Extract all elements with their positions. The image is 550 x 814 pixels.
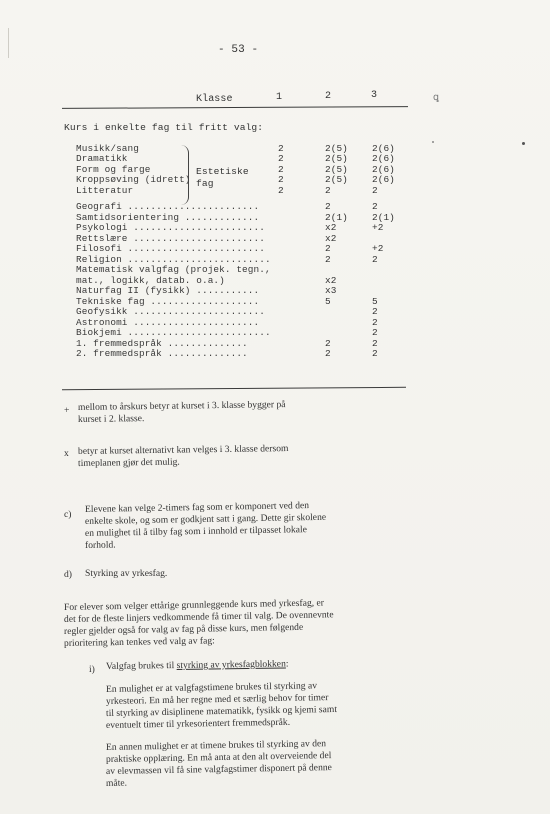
subsection-i-p1-line3: til styrking av disiplinene matematikk, fysikk og kjemi samt <box>105 703 338 719</box>
subsection-i-heading-underlined: styrking av yrkesfagblokken <box>176 658 286 672</box>
subsection-i-p1-line4: eventuelt timer til yrkesorientert fremmedspråk. <box>105 716 291 731</box>
scan-speck <box>432 141 434 143</box>
aesthetic-label-2: fag <box>196 178 214 189</box>
table-row-subject: Rettslære ....................... <box>76 232 265 244</box>
table-row-subject: Matematisk valgfag (projek. tegn., <box>76 264 271 276</box>
section-d-text: Styrking av yrkesfag. <box>85 568 168 579</box>
table-row-class3: 2(6) <box>372 163 395 175</box>
table-row-class2: x2 <box>325 232 337 244</box>
scan-edge-mark <box>8 28 9 58</box>
table-row-subject: Litteratur <box>76 184 134 196</box>
table-row-subject: Form og farge <box>76 163 151 175</box>
table-row-subject: Tekniske fag ................... <box>76 295 260 307</box>
subsection-i-label: i) <box>89 664 95 675</box>
table-row-class3: 2 <box>372 184 378 196</box>
section-d-label: d) <box>64 569 72 580</box>
plus-note-line2: kurset i 2. klasse. <box>77 413 145 425</box>
table-row-class2: 2 <box>325 184 331 196</box>
table-row-class1: 2 <box>278 163 284 175</box>
table-row-class2: 2(5) <box>325 153 348 165</box>
header-rule <box>62 106 408 109</box>
table-row-subject: Kroppsøving (idrett) <box>76 174 191 186</box>
table-row-class2: 2 <box>325 201 331 213</box>
table-row-subject: 2. fremmedspråk .............. <box>76 348 248 360</box>
table-row-subject: Naturfag II (fysikk) ........... <box>76 285 260 297</box>
section-c-line1: Elevene kan velge 2-timers fag som er komponert ved den <box>84 500 310 515</box>
table-row-class3: 2 <box>372 201 378 213</box>
table-row-class2: x3 <box>325 285 337 297</box>
section-c-line2: enkelte skole, og som er godkjent satt i gang. Dette gir skolene <box>84 511 327 527</box>
table-row-class2: 2(5) <box>325 174 348 186</box>
table-row-class3: +2 <box>372 222 384 234</box>
plus-note-mark: + <box>64 405 70 416</box>
paragraph-line3: regler gjelder også for valg av fag på disse kurs, men følgende <box>63 621 304 637</box>
table-row-subject: Astronomi ...................... <box>76 316 260 328</box>
table-row-subject: Religion ......................... <box>76 253 271 265</box>
table-bottom-rule <box>62 387 406 390</box>
subsection-i-heading-suffix: : <box>285 658 289 670</box>
table-row-class1: 2 <box>278 143 284 154</box>
subsection-i-p1-line1: En mulighet er at valgfagstimene brukes til styrking av <box>105 680 318 695</box>
table-row-class2: 2 <box>325 337 331 349</box>
table-row-class3: 2 <box>372 306 378 318</box>
subsection-i-heading-prefix: Valgfag brukes til <box>105 660 177 672</box>
table-row-class3: 2 <box>372 348 378 360</box>
section-c-label: c) <box>64 509 72 520</box>
table-row-subject: Geofysikk ....................... <box>76 306 265 318</box>
table-row-subject: mat., logikk, datab. o.a.) <box>76 274 225 286</box>
subsection-i-p2-line2: praktiske opplæring. En må anta at den alt overveiende del <box>105 750 332 765</box>
section-c-line4: forhold. <box>84 539 116 551</box>
table-row-class2: 2(1) <box>325 211 348 223</box>
x-note-mark: x <box>64 448 69 459</box>
table-header-label: Klasse <box>196 94 233 105</box>
table-row-class2: x2 <box>325 274 337 286</box>
table-row-subject: Biokjemi ......................... <box>76 327 271 339</box>
table-row-class2: 2(5) <box>325 163 348 175</box>
table-row-class3: 2(1) <box>372 211 395 223</box>
table-row-subject: Filosofi ........................ <box>76 243 265 255</box>
aesthetic-label-1: Estetiske <box>196 166 249 177</box>
table-row-class3: 5 <box>372 295 378 307</box>
table-row-class1: 2 <box>278 184 284 196</box>
table-row-class3: 2 <box>372 316 378 328</box>
table-row-class2: 2 <box>325 348 331 360</box>
subsection-i-p2-line4: måte. <box>105 777 128 789</box>
subsection-i-p2-line1: En annen mulighet er at timene brukes til styrking av den <box>105 738 327 753</box>
subsection-i-p2-line3: av elevmassen vil få sine valgfagstimer disponert på denne <box>105 762 332 777</box>
table-row-subject: 1. fremmedspråk .............. <box>76 337 248 349</box>
x-note-line1: betyr at kurset alternativt kan velges i 3. klasse dersom <box>77 443 289 457</box>
table-header-col1: 1 <box>276 92 283 103</box>
table-row-class1: 2 <box>278 174 284 186</box>
paragraph-line2: det for de fleste linjers vedkommende få timer til valg. De ovennevnte <box>63 609 334 625</box>
section-c-line3: en mulighet til å tilby fag som i innhold er tilpasset lokale <box>84 524 308 539</box>
table-row-class2: 5 <box>325 295 331 307</box>
table-row-class3: 2 <box>372 337 378 349</box>
paragraph-line1: For elever som velger ettårige grunnleggende kurs med yrkesfag, er <box>63 597 325 613</box>
table-intro: Kurs i enkelte fag til fritt valg: <box>64 122 264 133</box>
plus-note-line1: mellom to årskurs betyr at kurset i 3. klasse bygger på <box>77 399 286 413</box>
margin-mark: ꝗ <box>433 92 440 103</box>
table-row-subject: Dramatikk <box>76 153 128 165</box>
table-row-subject: Geografi ....................... <box>76 201 260 213</box>
table-row-class2: 2 <box>325 253 331 265</box>
table-row-subject: Psykologi ....................... <box>76 222 265 234</box>
table-row-class3: 2(6) <box>372 174 395 186</box>
subsection-i-heading <box>106 658 289 672</box>
table-row-class3: 2 <box>372 327 378 339</box>
table-header-col2: 2 <box>325 91 332 102</box>
page-number: - 53 - <box>218 44 259 56</box>
table-row-class3: 2(6) <box>372 153 395 165</box>
x-note-line2: timeplanen gjør det mulig. <box>77 456 180 469</box>
table-row-class2: x2 <box>325 222 337 234</box>
table-row-class3: 2(6) <box>372 143 395 154</box>
paragraph-line4: prioritering kan tenkes ved valg av fag: <box>63 635 215 649</box>
table-row-subject: Musikk/sang <box>76 143 139 154</box>
table-header-col3: 3 <box>371 90 378 101</box>
scan-speck <box>522 142 525 145</box>
table-row-subject: Samtidsorientering ............. <box>76 211 260 223</box>
table-row-class3: +2 <box>372 243 384 255</box>
table-row-class2: 2(5) <box>325 143 348 154</box>
table-row-class2: 2 <box>325 243 331 255</box>
table-row-class3: 2 <box>372 253 378 265</box>
subsection-i-p1-line2: yrkesteori. En må her regne med et særlig behov for timer <box>105 692 329 707</box>
table-row-class1: 2 <box>278 153 284 165</box>
